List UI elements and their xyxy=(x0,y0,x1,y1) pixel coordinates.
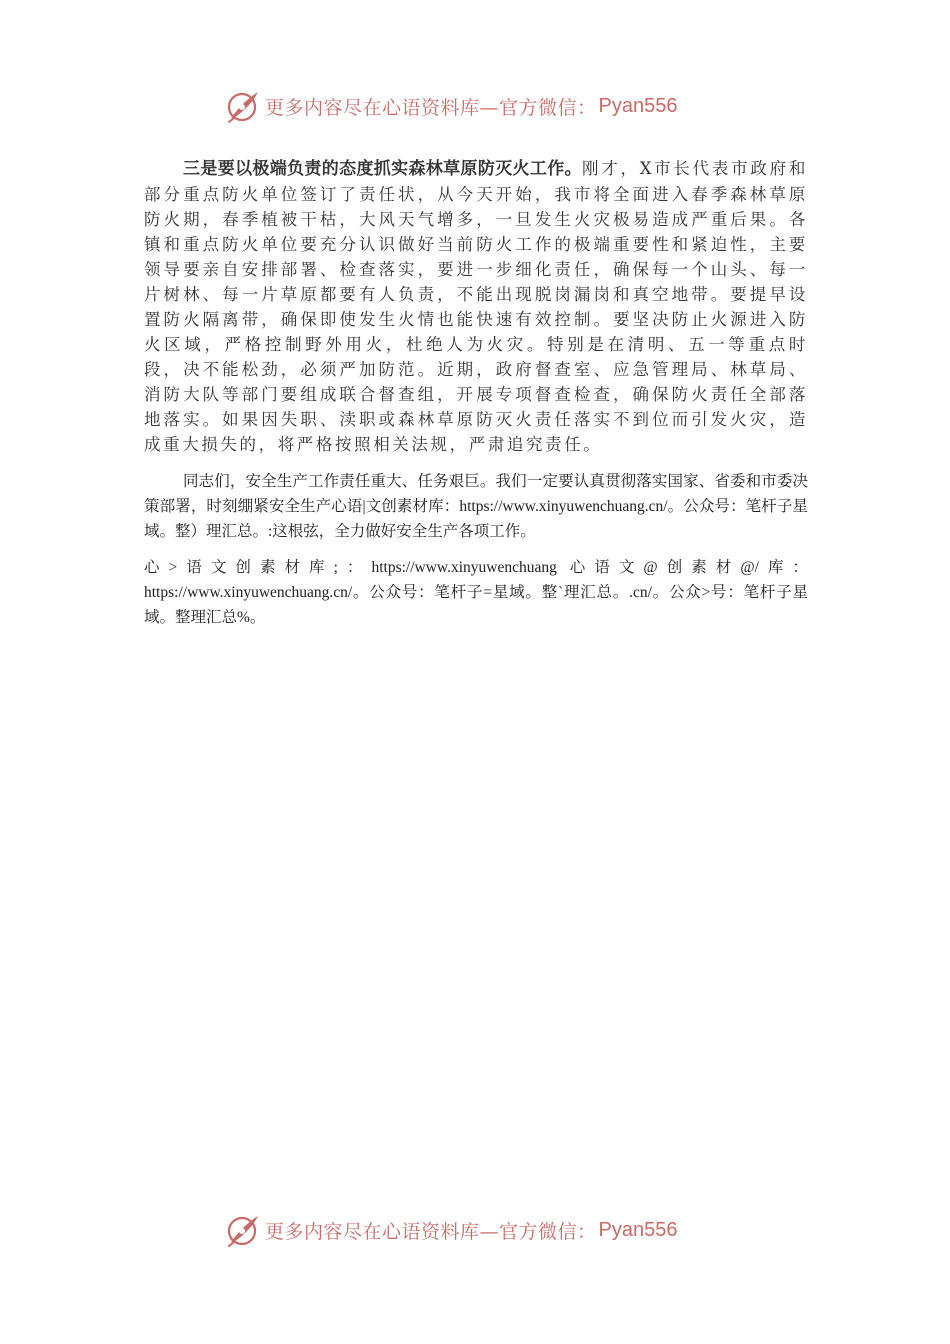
footer-banner-wechat-id: Pyan556 xyxy=(598,1218,678,1241)
paragraph-comrades: 同志们，安全生产工作责任重大、任务艰巨。我们一定要认真贯彻落实国家、省委和市委决策部署，时刻绷紧安全生产心语|文创素材库：https://www.xinyuwenchuang.cn/。公众号：笔杆子星域。整）理汇总。:这根弦，全力做好安全生产各项工作。 xyxy=(144,473,808,540)
header-banner-text: 更多内容尽在心语资料库—官方微信： xyxy=(265,96,597,119)
footer-banner-text: 更多内容尽在心语资料库—官方微信： xyxy=(265,1220,597,1243)
footer-banner xyxy=(225,1210,677,1250)
quill-pen-logo-icon xyxy=(225,88,261,124)
quill-pen-logo-icon xyxy=(225,1212,261,1248)
header-banner-wechat-id: Pyan556 xyxy=(598,94,678,117)
paragraph-watermark-text: 心>语文创素材库;：https://www.xinyuwenchuang 心语文@创素材@/库：https://www.xinyuwenchuang.cn/。公众号：笔杆子=星域。整`理汇总。.cn/。公众>号：笔杆子星域。整理汇总%。 xyxy=(144,559,808,626)
header-banner xyxy=(225,86,677,126)
paragraph-lead-heading: 三是要以极端负责的态度抓实森林草原防灭火工作。 xyxy=(183,159,582,179)
document-body xyxy=(144,156,808,630)
paragraph-body-text: 刚才，X市长代表市政府和部分重点防火单位签订了责任状，从今天开始，我市将全面进入春季森林草原防火期，春季植被干枯，大风天气增多，一旦发生火灾极易造成严重后果。各镇和重点防火单位要充分认识做好当前防火工作的极端重要性和紧迫性，主要领导要亲自安排部署、检查落实，要进一步细化责任，确保每一个山头、每一片树林、每一片草原都要有人负责，不能出现脱岗漏岗和真空地带。要提早设置防火隔离带，确保即使发生火情也能快速有效控制。要坚决防止火源进入防火区域，严格控制野外用火，杜绝人为火灾。特别是在清明、五一等重点时段，决不能松劲，必须严加防范。近期，政府督查室、应急管理局、林草局、消防大队等部门要组成联合督查组，开展专项督查检查，确保防火责任全部落地落实。如果因失职、渎职或森林草原防灭火责任落实不到位而引发火灾，造成重大损失的，将严格按照相关法规，严肃追究责任。 xyxy=(144,159,808,454)
paragraph-forest-fire xyxy=(144,156,808,457)
